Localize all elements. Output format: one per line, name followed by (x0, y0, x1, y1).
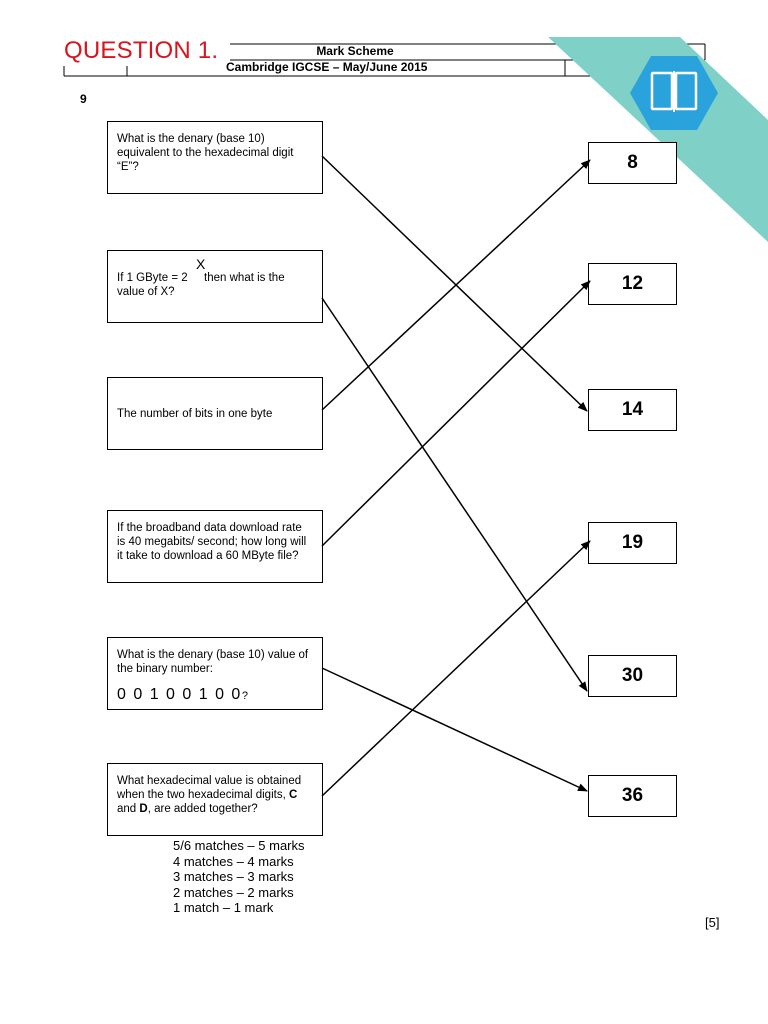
answer-box-30: 30 (588, 655, 677, 697)
marks-item: 2 matches – 2 marks (173, 884, 294, 900)
header-subtitle: Cambridge IGCSE – May/June 2015 (226, 60, 428, 74)
arrow-bits-to-8 (322, 160, 590, 410)
hex-d: D (139, 803, 148, 815)
answer-box-36: 36 (588, 775, 677, 817)
marks-item: 3 matches – 3 marks (173, 869, 294, 884)
binary-question-mark: ? (241, 690, 248, 702)
question-title: QUESTION 1. (64, 37, 219, 64)
question-text: The number of bits in one byte (117, 407, 273, 420)
answer-box-12: 12 (588, 263, 677, 305)
question-text-a: What hexadecimal value is obtained when the two hexadecimal digits, (117, 775, 302, 801)
total-marks: [5] (705, 915, 720, 930)
arrow-gbyte-to-30 (322, 298, 587, 691)
arrow-hex-add-to-19 (322, 541, 590, 796)
question-text: What is the denary (base 10) equivalent to the hexadecimal digit “E”? (117, 133, 294, 173)
answer-box-8: 8 (588, 142, 677, 184)
answer-box-19: 19 (588, 522, 677, 564)
exponent-x: X (196, 256, 206, 272)
marks-item: 1 match – 1 mark (173, 900, 274, 915)
question-text-c: , are added together? (147, 803, 258, 815)
question-text-b: and (117, 803, 140, 815)
question-number: 9 (80, 92, 87, 106)
arrow-broadband-to-12 (322, 281, 590, 546)
answer-box-14: 14 (588, 389, 677, 431)
header-title: Mark Scheme (316, 44, 394, 58)
marks-list (173, 838, 305, 916)
question-text-before: If 1 GByte = 2 (117, 272, 188, 284)
hex-c: C (288, 789, 298, 801)
marks-item: 5/6 matches – 5 marks (173, 838, 305, 853)
marks-item: 4 matches – 4 marks (173, 853, 294, 869)
question-text: What is the denary (base 10) value of the binary number: (117, 649, 309, 675)
arrow-binary-to-36 (322, 668, 587, 791)
question-text: If the broadband data download rate is 40 megabits/ second; how long will it take to download a 60 MByte file? (117, 522, 307, 562)
binary-number: 0 0 1 0 0 1 0 0? (117, 686, 248, 703)
question-text-after: then what is the value of X? (117, 272, 285, 298)
